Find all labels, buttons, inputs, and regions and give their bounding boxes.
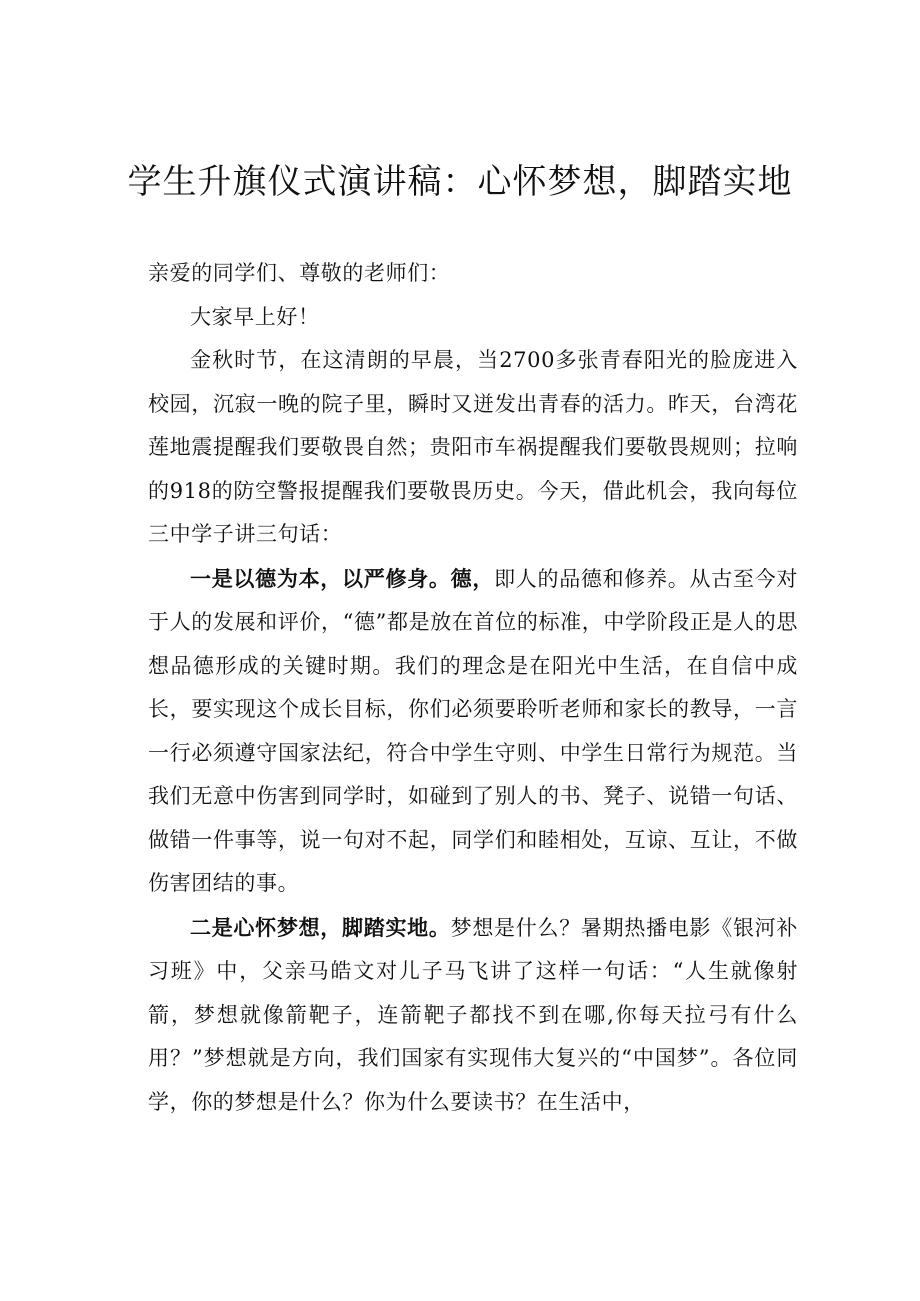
point-one-text: 即人的品德和修养。从古至今对于人的发展和评价，“德”都是放在首位的标准，中学阶段正是人的思想品德形成的关键时期。我们的理念是在阳光中生活，在自信中成长，要实现这个成长目标，你们必须要聆听老师和家长的教导，一言一行必须遵守国家法纪，符合中学生守则、中学生日常行为规范。当我们无意中伤害到同学时，如碰到了别人的书、凳子、说错一句话、做错一件事等，说一句对不起，同学们和睦相处，互谅、互让，不做伤害团结的事。 — [148, 566, 798, 895]
document-title: 学生升旗仪式演讲稿：心怀梦想，脚踏实地 — [127, 162, 793, 202]
document-body — [148, 252, 798, 1124]
greeting: 大家早上好！ — [190, 304, 320, 329]
paragraph-point-one — [148, 557, 798, 906]
salutation: 亲爱的同学们、尊敬的老师们： — [148, 261, 451, 285]
paragraph-intro: 金秋时节，在这清朗的早晨，当2700多张青春阳光的脸庞进入校园，沉寂一晚的院子里，瞬时又迸发出青春的活力。昨天，台湾花莲地震提醒我们要敬畏自然；贵阳市车祸提醒我们要敬畏规则；拉响的918的防空警报提醒我们要敬畏历史。今天，借此机会，我向每位三中学子讲三句话： — [148, 348, 798, 546]
point-two-text: 梦想是什么？暑期热播电影《银河补习班》中，父亲马皓文对儿子马飞讲了这样一句话：“人生就像射箭，梦想就像箭靶子，连箭靶子都找不到在哪,你每天拉弓有什么用？”梦想就是方向，我们国家有实现伟大复兴的“中国梦”。各位同学，你的梦想是什么？你为什么要读书？在生活中， — [148, 915, 798, 1114]
point-two-heading: 二是心怀梦想，脚踏实地。 — [190, 914, 451, 940]
point-one-heading: 一是以德为本，以严修身。德， — [190, 565, 495, 591]
paragraph-point-two — [148, 906, 798, 1125]
